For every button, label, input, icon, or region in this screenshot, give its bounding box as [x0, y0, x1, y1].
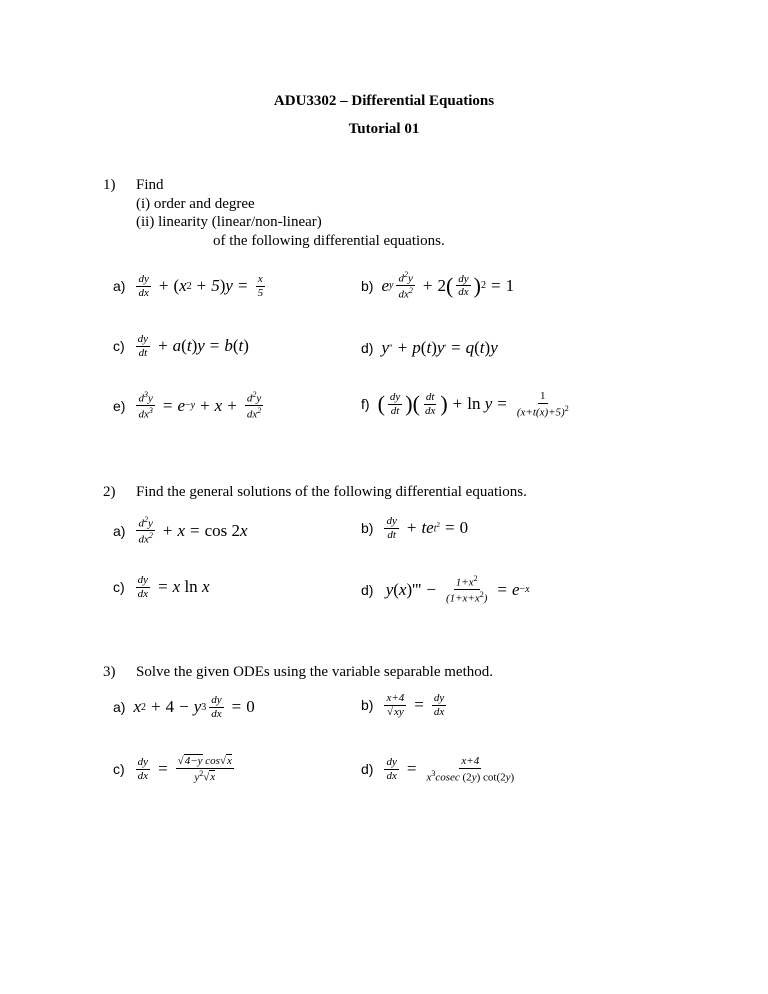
question-1-line-1: Find [136, 177, 164, 193]
q3-item-a: a) x 2 + 4 − y 3 $\frac{dy}{dx}$ = 0 [113, 694, 255, 720]
q2-item-d-label: d) [361, 581, 374, 598]
q1-item-a: a) $\frac{dy}{dx}$ + ( x 2 + 5 ) y = $\frac{x}{5}$ [113, 273, 264, 299]
question-3-number: 3) [103, 664, 116, 680]
q2-item-a-label: a) [113, 522, 126, 539]
question-3-text: Solve the given ODEs using the variable separable method. [136, 664, 493, 680]
q3-item-d-label: d) [361, 761, 374, 778]
q2-item-a: a) $\frac{d^2y}{dx^2}$ + x = cos 2 x [113, 515, 248, 546]
q2-item-b-label: b) [361, 520, 374, 537]
document-title: ADU3302 – Differential Equations [273, 93, 495, 109]
q1-item-e-label: e) [113, 397, 126, 414]
q3-item-a-label: a) [113, 699, 126, 716]
question-1-line-2: (i) order and degree [136, 196, 255, 212]
q1-item-f: f) ( $\frac{dy}{dt}$ ) ( $\frac{dt}{dx}$ ) + ln y = $\frac{1}{(x+t(x)+5)^2}$ [361, 390, 569, 419]
document-subtitle: Tutorial 01 [348, 121, 420, 137]
q1-item-d: d) y " + p ( t ) y ' = q ( t ) y [361, 338, 498, 357]
q3-item-b: b) $\frac{x+4}{√xy}$ = $\frac{dy}{dx}$ [361, 692, 445, 718]
q2-item-c-label: c) [113, 579, 125, 596]
q3-item-d: d) $\frac{dy}{dx}$ = $\frac{x+4}{x^3cosec (2y) \cot(2y)}$ [361, 755, 515, 784]
q2-item-c: c) $\frac{dy}{dx}$ = x ln x [113, 574, 210, 600]
q1-item-a-label: a) [113, 278, 126, 295]
question-1-line-4: of the following differential equations. [213, 233, 445, 249]
question-1-number: 1) [103, 177, 116, 193]
q1-item-f-label: f) [361, 396, 370, 413]
q3-item-c: c) $\frac{dy}{dx}$ = $\frac{\text{√4−y cos√x}}{y^2√x}$ [113, 755, 232, 784]
q1-item-b-label: b) [361, 277, 374, 294]
question-1-line-3: (ii) linearity (linear/non-linear) [136, 214, 322, 230]
q1-item-d-label: d) [361, 340, 374, 356]
q1-item-c: c) $\frac{dy}{dt}$ + a ( t ) y = b ( t ) [113, 333, 249, 359]
q3-item-c-label: c) [113, 761, 125, 778]
q2-item-d: d) y ( x ) ''' − $\frac{1+x^2}{(1+x+x^2)}$ = e −x [361, 574, 530, 605]
q2-item-b: b) $\frac{dy}{dt}$ + te $t^2$ = 0 [361, 515, 469, 541]
q1-item-c-label: c) [113, 338, 125, 355]
question-2-number: 2) [103, 484, 116, 500]
q1-item-b: b) e y $\frac{d^2y}{dx^2}$ + 2 ( $\frac{dy}{dx}$ ) 2 = 1 [361, 270, 515, 301]
q3-item-b-label: b) [361, 697, 374, 714]
question-2-text: Find the general solutions of the following differential equations. [136, 484, 527, 500]
q1-item-e: e) $\frac{d^3y}{dx^3}$ = e −y + x + $\frac{d^2y}{dx^2}$ [113, 390, 262, 421]
